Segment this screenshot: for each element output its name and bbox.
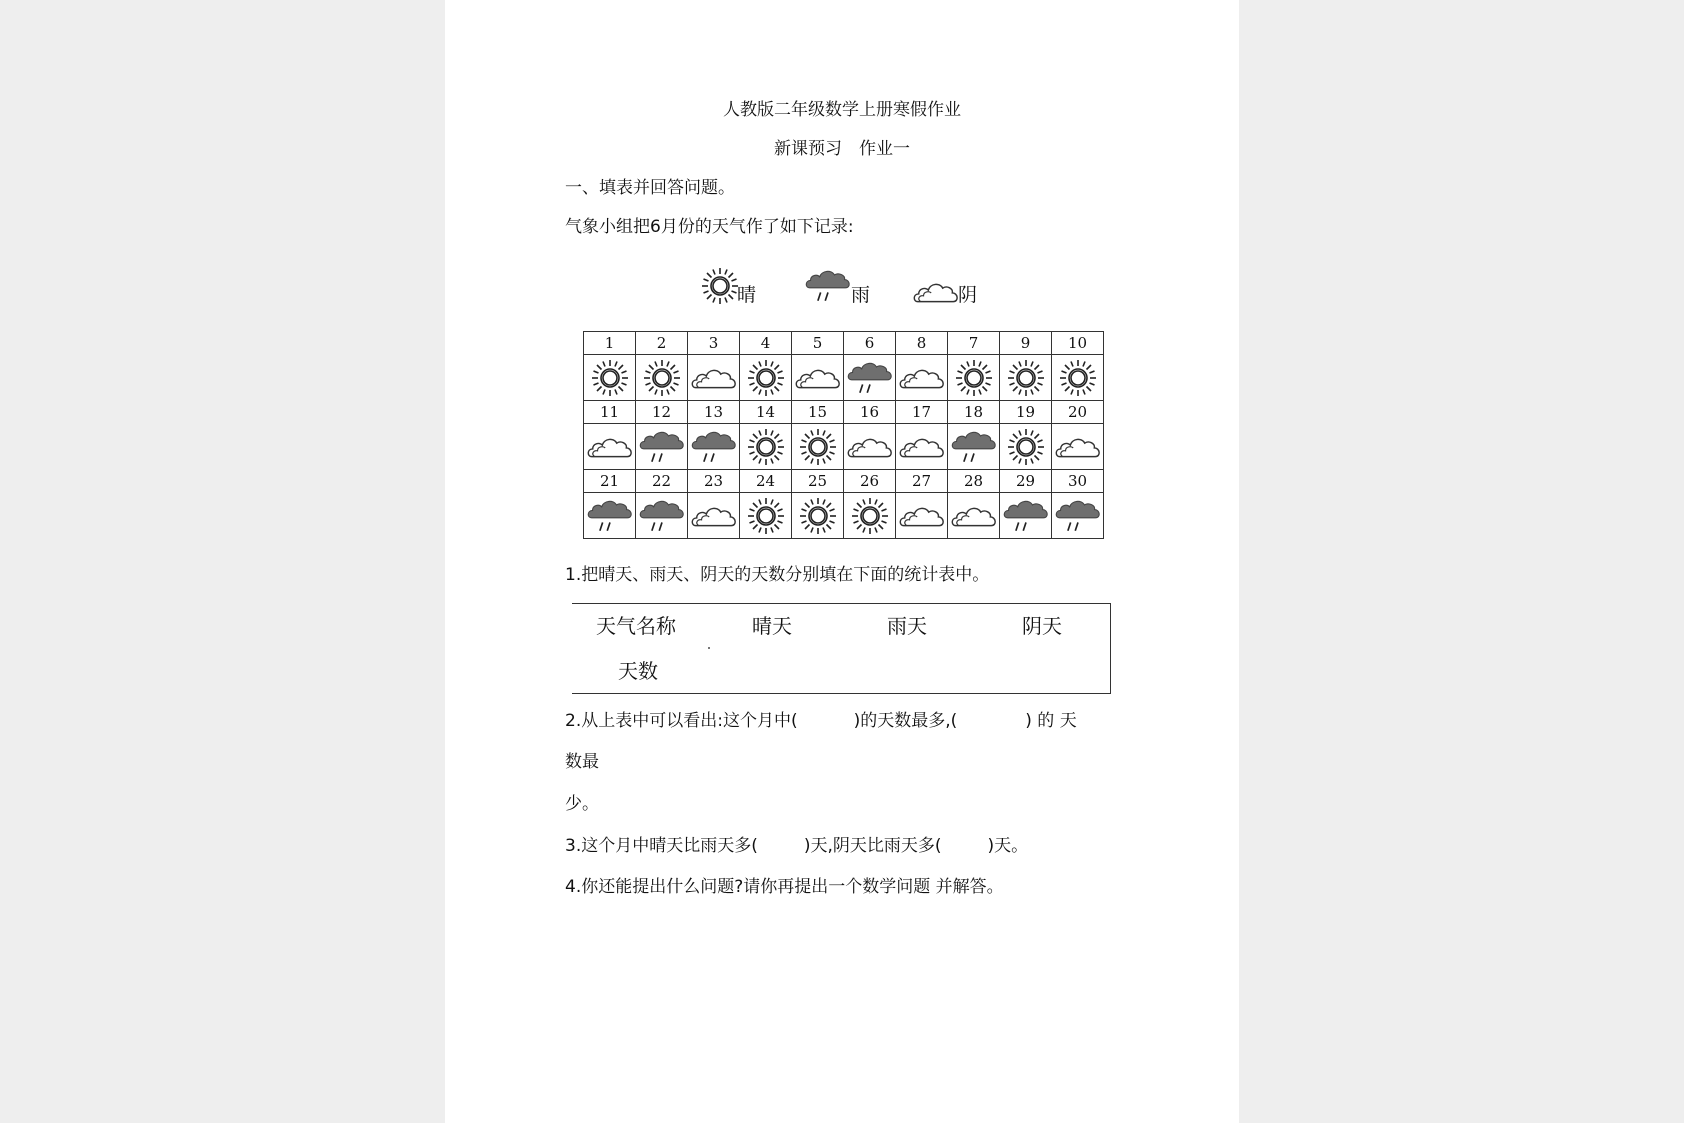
day-number: 10 [1052, 332, 1104, 355]
weather-cell [584, 424, 636, 470]
day-number: 28 [948, 470, 1000, 493]
rain-cloud-icon [1055, 496, 1101, 536]
day-number: 29 [1000, 470, 1052, 493]
weather-cell [792, 424, 844, 470]
cloud-icon [690, 501, 738, 531]
question-4: 4.你还能提出什么问题?请你再提出一个数学问题 并解答。 [565, 877, 1004, 897]
weather-cell [636, 355, 688, 401]
cloud-icon [794, 363, 842, 393]
weather-cell [1052, 424, 1104, 470]
weather-cell [688, 493, 740, 539]
day-number: 9 [1000, 332, 1052, 355]
weather-cell [688, 355, 740, 401]
legend-label: 阴 [958, 284, 978, 306]
weather-cell [1000, 424, 1052, 470]
weather-cell [792, 355, 844, 401]
day-number: 18 [948, 401, 1000, 424]
stat-divider-dot [708, 647, 710, 649]
sun-icon [590, 358, 630, 398]
weather-cell [1052, 493, 1104, 539]
sun-icon [1006, 427, 1046, 467]
legend-label: 晴 [737, 284, 757, 306]
day-number: 8 [896, 332, 948, 355]
stat-header-rainy: 雨天 [887, 614, 927, 638]
day-number-row [584, 470, 1104, 493]
legend-label: 雨 [851, 284, 871, 306]
cloud-icon [950, 501, 998, 531]
weather-cell [844, 493, 896, 539]
day-number: 6 [844, 332, 896, 355]
day-number: 19 [1000, 401, 1052, 424]
cloud-icon [898, 363, 946, 393]
question-2 [565, 710, 1077, 732]
document-subtitle: 新课预习 作业一 [774, 139, 910, 159]
day-number: 25 [792, 470, 844, 493]
weather-cell [948, 355, 1000, 401]
weather-cell [740, 493, 792, 539]
weather-cell [896, 355, 948, 401]
weather-record-table [583, 331, 1104, 539]
question-3 [565, 835, 1028, 857]
weather-cell [688, 424, 740, 470]
weather-cell [740, 355, 792, 401]
question-2-part1: 2.从上表中可以看出:这个月中( [565, 711, 798, 731]
question-2-line2: 数最 [565, 752, 599, 772]
day-number: 16 [844, 401, 896, 424]
day-number: 21 [584, 470, 636, 493]
section-heading: 一、填表并回答问题。 [565, 178, 735, 198]
weather-cell [740, 424, 792, 470]
day-number: 17 [896, 401, 948, 424]
question-3-part2: )天,阴天比雨天多( [803, 836, 942, 856]
rain-cloud-icon [691, 427, 737, 467]
cloud-icon [1054, 432, 1102, 462]
day-number: 14 [740, 401, 792, 424]
question-3-part1: 3.这个月中晴天比雨天多( [565, 836, 758, 856]
rain-cloud-icon [847, 358, 893, 398]
cloud-icon [586, 432, 634, 462]
question-2-line3: 少。 [565, 794, 599, 814]
weather-cell [636, 424, 688, 470]
day-number: 11 [584, 401, 636, 424]
day-number: 4 [740, 332, 792, 355]
sun-icon [746, 358, 786, 398]
day-number-row [584, 332, 1104, 355]
weather-cell [792, 493, 844, 539]
stat-header-cloudy: 阴天 [1022, 614, 1062, 638]
weather-icon-row [584, 424, 1104, 470]
day-number: 5 [792, 332, 844, 355]
question-3-part3: )天。 [987, 836, 1029, 856]
day-number: 27 [896, 470, 948, 493]
weather-cell [584, 493, 636, 539]
rain-cloud-icon [1003, 496, 1049, 536]
day-number: 22 [636, 470, 688, 493]
cloud-icon [690, 363, 738, 393]
weather-cell [896, 493, 948, 539]
day-number: 7 [948, 332, 1000, 355]
day-number: 23 [688, 470, 740, 493]
rain-cloud-icon [639, 427, 685, 467]
day-number: 15 [792, 401, 844, 424]
weather-cell [1000, 493, 1052, 539]
intro-text: 气象小组把6月份的天气作了如下记录: [565, 217, 854, 237]
rain-cloud-icon [639, 496, 685, 536]
sun-icon [1058, 358, 1098, 398]
weather-cell [1000, 355, 1052, 401]
weather-cell [896, 424, 948, 470]
document-title: 人教版二年级数学上册寒假作业 [723, 100, 961, 120]
day-number: 1 [584, 332, 636, 355]
cloud-icon [898, 501, 946, 531]
sun-icon [850, 496, 890, 536]
stat-header-name: 天气名称 [596, 614, 676, 638]
rain-cloud-icon [587, 496, 633, 536]
day-number: 13 [688, 401, 740, 424]
document-page [445, 0, 1239, 1123]
sun-icon [746, 496, 786, 536]
sun-icon [798, 427, 838, 467]
weather-cell [948, 493, 1000, 539]
sun-icon [746, 427, 786, 467]
sun-icon [1006, 358, 1046, 398]
cloud-icon [846, 432, 894, 462]
question-2-part2: )的天数最多,( [853, 711, 958, 731]
sun-icon [798, 496, 838, 536]
day-number: 2 [636, 332, 688, 355]
sun-icon [700, 266, 740, 306]
day-number-row [584, 401, 1104, 424]
weather-icon-row [584, 355, 1104, 401]
day-number: 24 [740, 470, 792, 493]
day-number: 26 [844, 470, 896, 493]
day-number: 12 [636, 401, 688, 424]
rain-cloud-icon [951, 427, 997, 467]
stat-header-sunny: 晴天 [752, 614, 792, 638]
statistics-table [572, 603, 1111, 694]
sun-icon [642, 358, 682, 398]
weather-cell [584, 355, 636, 401]
day-number: 30 [1052, 470, 1104, 493]
question-2-part3: ) 的 天 [1025, 711, 1077, 731]
rain-cloud-icon [805, 266, 851, 306]
weather-cell [636, 493, 688, 539]
day-number: 3 [688, 332, 740, 355]
weather-cell [1052, 355, 1104, 401]
cloud-icon [912, 274, 960, 310]
weather-cell [948, 424, 1000, 470]
stat-row-days: 天数 [618, 659, 658, 683]
sun-icon [954, 358, 994, 398]
question-1: 1.把晴天、雨天、阴天的天数分别填在下面的统计表中。 [565, 565, 990, 585]
day-number: 20 [1052, 401, 1104, 424]
weather-cell [844, 355, 896, 401]
weather-icon-row [584, 493, 1104, 539]
weather-cell [844, 424, 896, 470]
cloud-icon [898, 432, 946, 462]
